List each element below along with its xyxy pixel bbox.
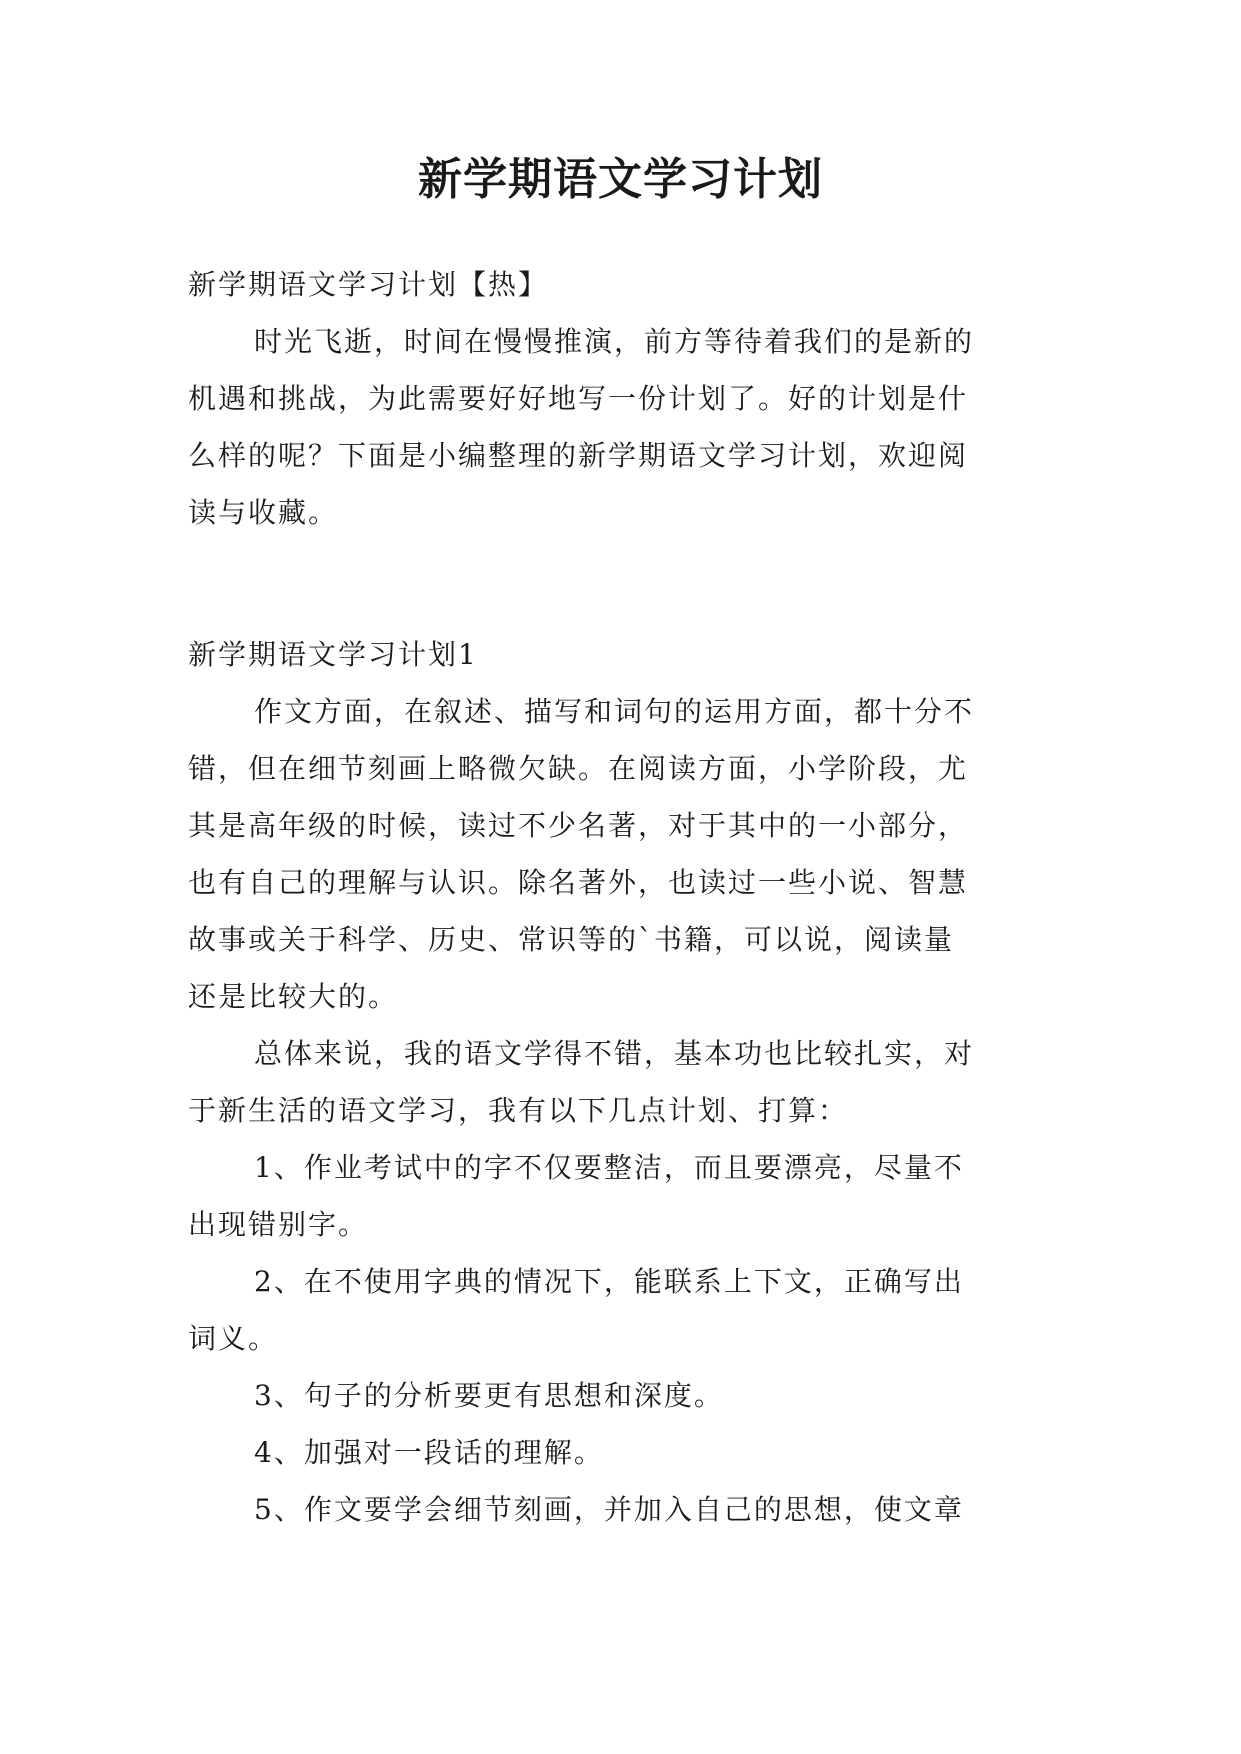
- intro-paragraph: [188, 313, 1048, 541]
- plan-item-line: 出现错别字。: [188, 1208, 369, 1241]
- paragraph-line: 于新生活的语文学习，我有以下几点计划、打算：: [188, 1094, 849, 1127]
- paragraph-line: 错，但在细节刻画上略微欠缺。在阅读方面，小学阶段，尤: [188, 752, 969, 785]
- paragraph-line: 故事或关于科学、历史、常识等的`书籍，可以说，阅读量: [188, 923, 955, 956]
- plan-item-3: 3、句子的分析要更有思想和深度。: [254, 1379, 724, 1412]
- plan-item-line: 2、在不使用字典的情况下，能联系上下文，正确写出: [254, 1265, 964, 1298]
- paragraph-line: 还是比较大的。: [188, 980, 399, 1013]
- document-body: [188, 256, 1048, 1538]
- paragraph-line: 作文方面，在叙述、描写和词句的运用方面，都十分不: [254, 695, 975, 728]
- document-subtitle: 新学期语文学习计划【热】: [188, 268, 549, 301]
- intro-line: 时光飞逝，时间在慢慢推演，前方等待着我们的是新的: [254, 325, 975, 358]
- document-title: 新学期语文学习计划: [418, 154, 823, 205]
- plan-item-2: [188, 1253, 1048, 1367]
- section-heading: 新学期语文学习计划1: [188, 638, 478, 671]
- plan-item-4: 4、加强对一段话的理解。: [254, 1436, 604, 1469]
- plan-item-line: 词义。: [188, 1322, 279, 1355]
- intro-line: 么样的呢？下面是小编整理的新学期语文学习计划，欢迎阅: [188, 439, 969, 472]
- intro-line: 机遇和挑战，为此需要好好地写一份计划了。好的计划是什: [188, 382, 969, 415]
- section1-paragraph-2: [188, 1025, 1048, 1139]
- intro-line: 读与收藏。: [188, 496, 339, 529]
- paragraph-line: 其是高年级的时候，读过不少名著，对于其中的一小部分，: [188, 809, 969, 842]
- paragraph-line: 也有自己的理解与认识。除名著外，也读过一些小说、智慧: [188, 866, 969, 899]
- plan-item-line: 1、作业考试中的字不仅要整洁，而且要漂亮，尽量不: [254, 1151, 964, 1184]
- paragraph-line: 总体来说，我的语文学得不错，基本功也比较扎实，对: [254, 1037, 975, 1070]
- section-spacer: [188, 541, 1048, 626]
- plan-item-5: 5、作文要学会细节刻画，并加入自己的思想，使文章: [254, 1493, 964, 1526]
- plan-item-1: [188, 1139, 1048, 1253]
- section1-paragraph-1: [188, 683, 1048, 1025]
